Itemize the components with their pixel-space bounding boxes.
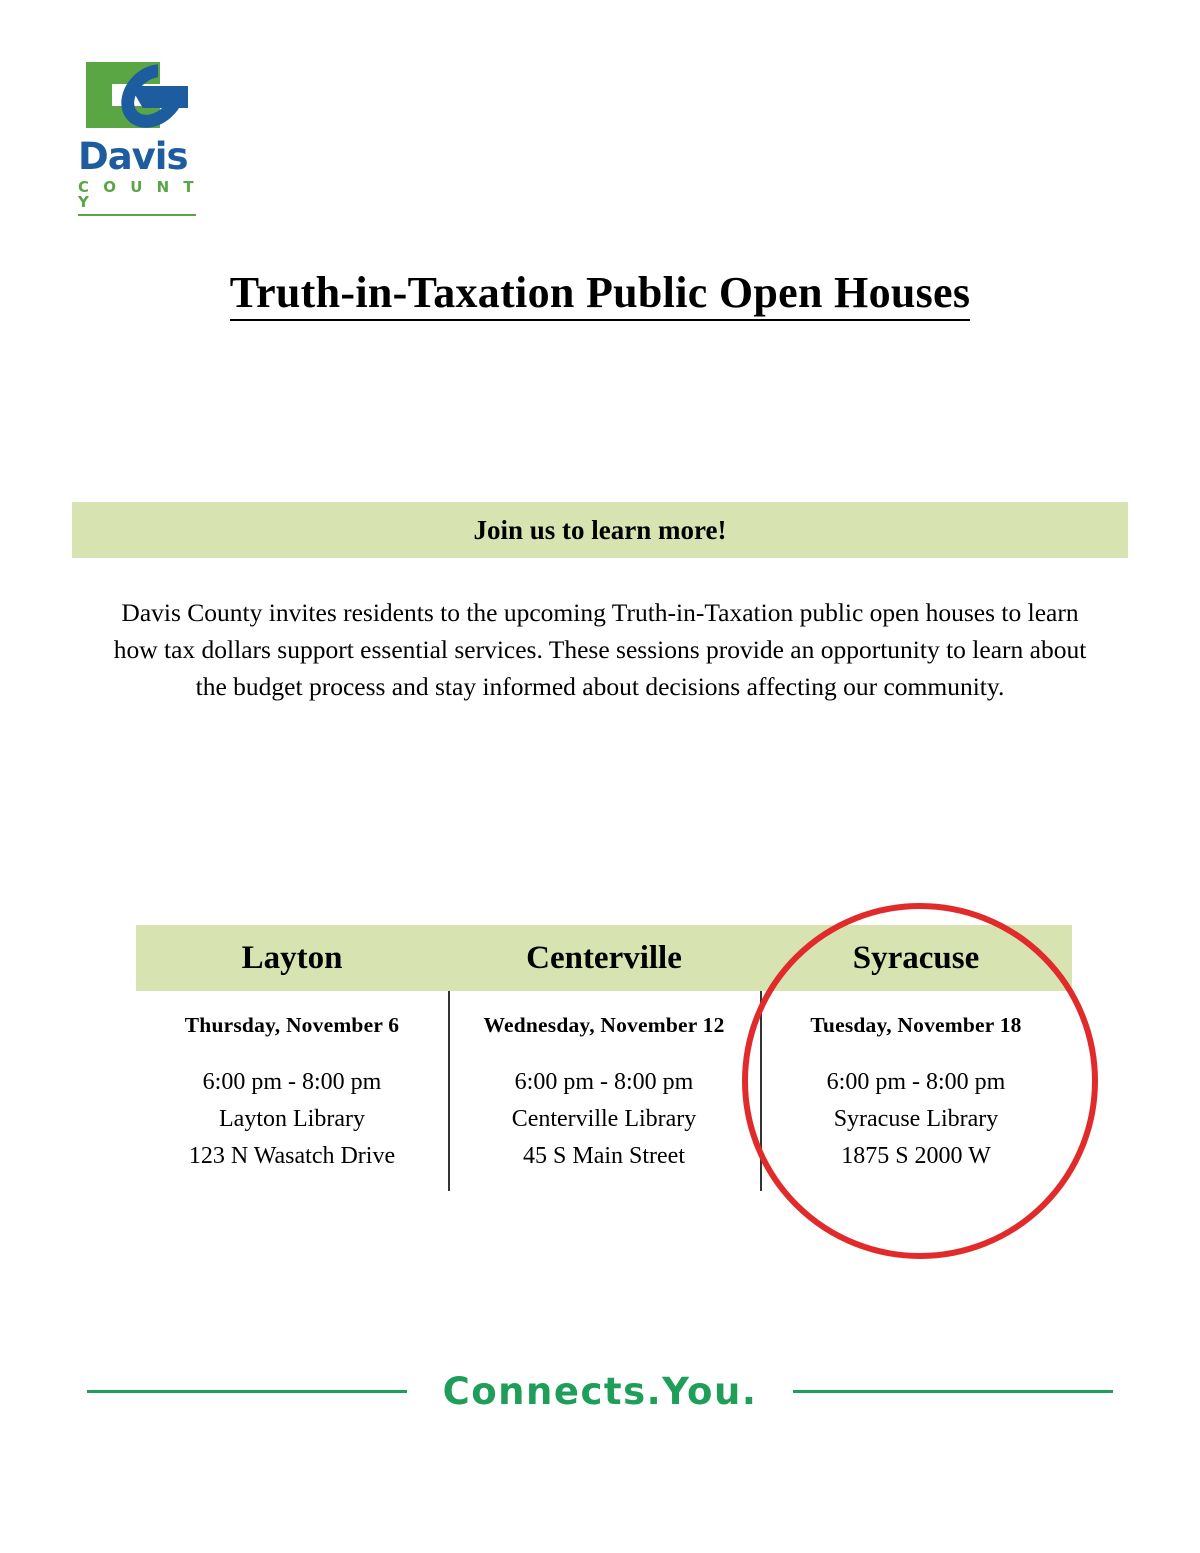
logo-wordmark-county: C O U N T Y: [78, 178, 199, 211]
locations-header-row: [136, 925, 1072, 991]
spacer: [448, 1038, 760, 1064]
location-address-layton: 123 N Wasatch Drive: [188, 1143, 396, 1169]
davis-county-logo-mark: [78, 58, 196, 136]
location-date-centerville: Wednesday, November 12: [483, 1013, 725, 1037]
location-date-layton: Thursday, November 6: [184, 1013, 400, 1037]
location-venue-centerville: Centerville Library: [511, 1106, 697, 1132]
location-date-syracuse: Tuesday, November 18: [810, 1013, 1022, 1037]
location-cell-syracuse: [760, 991, 1072, 1197]
location-venue-syracuse: Syracuse Library: [833, 1106, 999, 1132]
logo-wordmark-davis: Davis: [78, 135, 188, 178]
locations-table: [136, 925, 1072, 1197]
logo-underline-rule: [78, 214, 196, 216]
location-header-centerville: Centerville: [526, 940, 682, 976]
intro-heading-band: [72, 502, 1128, 558]
location-address-centerville: 45 S Main Street: [523, 1143, 685, 1169]
page-title: [0, 267, 1200, 318]
footer-tagline: Connects.You.: [442, 1370, 758, 1413]
location-cell-centerville: [448, 991, 760, 1197]
location-time-centerville: 6:00 pm - 8:00 pm: [514, 1069, 694, 1095]
location-header-layton: Layton: [241, 940, 343, 976]
footer: [0, 1370, 1200, 1413]
location-time-syracuse: 6:00 pm - 8:00 pm: [826, 1069, 1006, 1095]
intro-body-text: Davis County invites residents to the upcoming Truth-in-Taxation public open houses to learn how tax dollars support essential services. These sessions provide an opportunity to learn about the budget process and stay informed about decisions affecting our community.: [113, 597, 1087, 701]
locations-body-row: [136, 991, 1072, 1197]
davis-county-logo: [78, 58, 208, 216]
footer-rule-left: [87, 1390, 407, 1393]
spacer: [136, 1038, 448, 1064]
location-header-syracuse: Syracuse: [852, 940, 980, 976]
footer-rule-right: [793, 1390, 1113, 1393]
location-venue-layton: Layton Library: [219, 1106, 365, 1132]
location-time-layton: 6:00 pm - 8:00 pm: [202, 1069, 382, 1095]
location-cell-layton: [136, 991, 448, 1197]
page-title-text: Truth-in-Taxation Public Open Houses: [230, 268, 971, 321]
spacer: [760, 1038, 1072, 1064]
location-address-syracuse: 1875 S 2000 W: [841, 1143, 991, 1169]
intro-heading: Join us to learn more!: [473, 515, 727, 545]
